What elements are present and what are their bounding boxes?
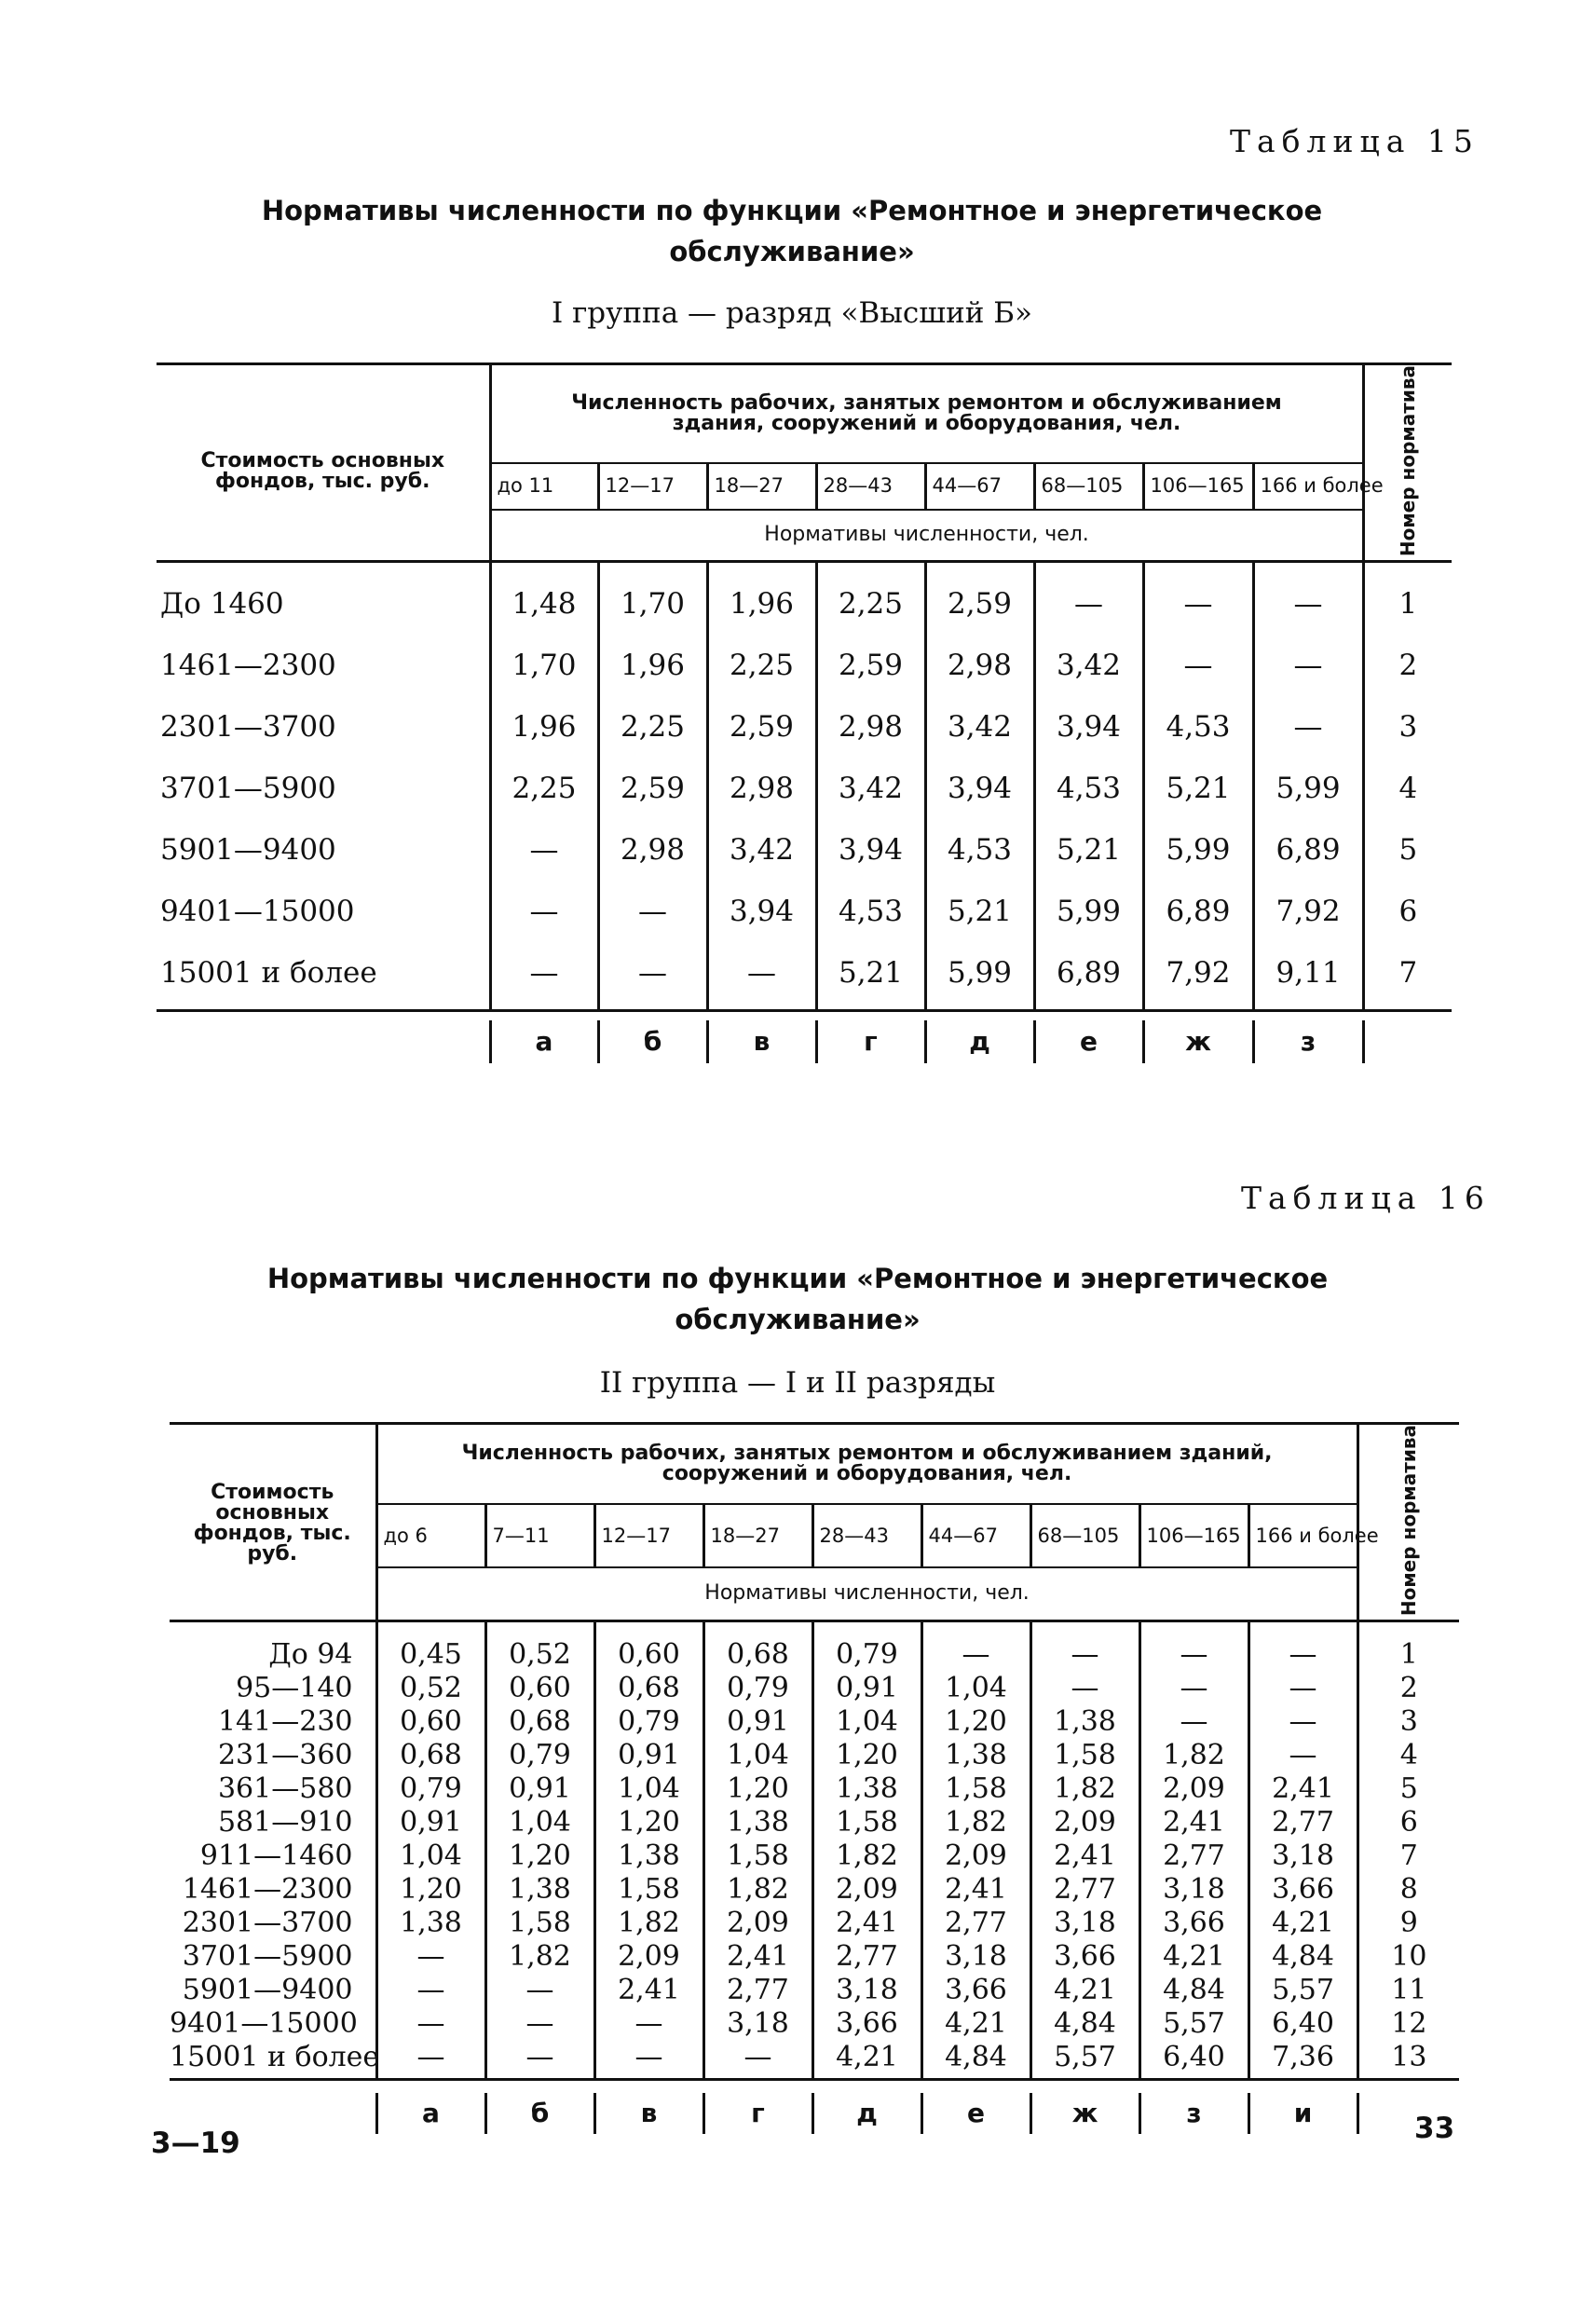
table15-title bbox=[233, 190, 1351, 272]
table16-cell: 4,21 bbox=[1139, 1940, 1248, 1974]
table15-cell: 1,48 bbox=[490, 573, 598, 635]
table16-cell: 2,41 bbox=[921, 1873, 1030, 1907]
table15-cell: 2,25 bbox=[490, 758, 598, 819]
table15-row-label: 5901—9400 bbox=[160, 832, 336, 867]
table16-cell: 6,40 bbox=[1139, 2041, 1248, 2074]
table15-cell: — bbox=[707, 942, 816, 1004]
table15-range-2: 18—27 bbox=[707, 463, 816, 510]
table16-cell: 1,38 bbox=[812, 1772, 921, 1806]
table15-cell: 4,53 bbox=[1034, 758, 1143, 819]
table16-title-line1: Нормативы численности по функции «Ремонтное и энергетическое bbox=[266, 1263, 1329, 1294]
table16-row-label: 15001 и более bbox=[170, 2040, 380, 2073]
table16-cell: — bbox=[376, 1974, 485, 2007]
table16-cell: 1,58 bbox=[921, 1772, 1030, 1806]
table16-cell: — bbox=[1139, 1638, 1248, 1672]
table16-cell: 0,52 bbox=[376, 1672, 485, 1705]
table15-row bbox=[157, 573, 1452, 635]
table16-row-label: 361—580 bbox=[217, 1771, 353, 1805]
table15-sep bbox=[157, 562, 1452, 573]
table16-cell: 1,20 bbox=[594, 1806, 703, 1839]
table16-sep bbox=[170, 1621, 1459, 1638]
table15-column-letter: е bbox=[1034, 1020, 1143, 1063]
table15-row bbox=[157, 942, 1452, 1004]
table15-range-6: 106—165 bbox=[1143, 463, 1253, 510]
table15-cell: 5,99 bbox=[1034, 881, 1143, 942]
table15-cell: 3,94 bbox=[816, 819, 925, 881]
table15-row-label: 9401—15000 bbox=[160, 894, 355, 928]
table16-cell: 0,79 bbox=[376, 1772, 485, 1806]
table16-cell: 3,66 bbox=[1139, 1907, 1248, 1940]
table16-row-label: 581—910 bbox=[217, 1805, 353, 1839]
table16-cell: 1,38 bbox=[703, 1806, 812, 1839]
table16-cell: 1,82 bbox=[485, 1940, 594, 1974]
table16-cell: 0,91 bbox=[485, 1772, 594, 1806]
table15 bbox=[157, 362, 1452, 1063]
table16-cell: 4,84 bbox=[921, 2041, 1030, 2074]
table15-cell: — bbox=[1253, 696, 1363, 758]
table16-row-label: До 94 bbox=[268, 1637, 353, 1671]
table15-cell: 9,11 bbox=[1253, 942, 1363, 1004]
table16-cell: — bbox=[1030, 1638, 1139, 1672]
table16-cell: 1,82 bbox=[1139, 1739, 1248, 1772]
table16-cell: — bbox=[1030, 1672, 1139, 1705]
table15-cell: — bbox=[1253, 635, 1363, 696]
table16 bbox=[170, 1422, 1459, 2134]
table15-range-3: 28—43 bbox=[816, 463, 925, 510]
table16-cell: — bbox=[1248, 1638, 1357, 1672]
table16-cell: 3,18 bbox=[1139, 1873, 1248, 1907]
table15-bottom-gap bbox=[157, 1004, 1452, 1011]
table16-cell: 4,21 bbox=[812, 2041, 921, 2074]
table16-cell: 2,77 bbox=[703, 1974, 812, 2007]
table16-cell: 3,18 bbox=[1248, 1839, 1357, 1873]
table16-row bbox=[170, 1806, 1459, 1839]
table16-cell: — bbox=[376, 1940, 485, 1974]
table16-row-label: 141—230 bbox=[217, 1704, 353, 1738]
table15-cell: 3,42 bbox=[816, 758, 925, 819]
table16-row-label: 9401—15000 bbox=[170, 2006, 358, 2040]
table15-row bbox=[157, 696, 1452, 758]
table16-cell: 2,41 bbox=[594, 1974, 703, 2007]
table16-column-letter: и bbox=[1248, 2093, 1357, 2134]
table16-row-label: 231—360 bbox=[217, 1738, 353, 1771]
table15-cell: 5,21 bbox=[816, 942, 925, 1004]
table15-row-label: До 1460 bbox=[160, 586, 284, 621]
table15-cell: 3,42 bbox=[1034, 635, 1143, 696]
table16-cell: 0,52 bbox=[485, 1638, 594, 1672]
table16-row-number: 6 bbox=[1357, 1806, 1459, 1839]
table15-row bbox=[157, 635, 1452, 696]
table16-cell: 1,20 bbox=[812, 1739, 921, 1772]
table16-cell: 2,41 bbox=[1030, 1839, 1139, 1873]
table16-row-number: 9 bbox=[1357, 1907, 1459, 1940]
table16-cell: 2,09 bbox=[1139, 1772, 1248, 1806]
table15-cell: 7,92 bbox=[1253, 881, 1363, 942]
table16-cell: 1,04 bbox=[921, 1672, 1030, 1705]
table16-row-label: 3701—5900 bbox=[182, 1939, 353, 1973]
table16-cell: 2,09 bbox=[703, 1907, 812, 1940]
table16-row-number: 10 bbox=[1357, 1940, 1459, 1974]
table16-cell: 3,18 bbox=[812, 1974, 921, 2007]
table16-cell: 1,82 bbox=[812, 1839, 921, 1873]
table16-cell: 1,04 bbox=[376, 1839, 485, 1873]
table16-row bbox=[170, 1772, 1459, 1806]
table15-header-workers: Численность рабочих, занятых ремонтом и обслуживанием здания, сооружений и оборудования, чел. bbox=[490, 364, 1363, 463]
table16-cell: 4,21 bbox=[921, 2007, 1030, 2041]
table15-cell: 4,53 bbox=[816, 881, 925, 942]
table16-cell: 1,20 bbox=[921, 1705, 1030, 1739]
table15-cell: 3,42 bbox=[925, 696, 1034, 758]
table16-range-0: до 6 bbox=[376, 1504, 485, 1567]
page-number: 33 bbox=[1414, 2112, 1455, 2145]
table16-cell: 1,38 bbox=[921, 1739, 1030, 1772]
table16-row-number: 4 bbox=[1357, 1739, 1459, 1772]
table15-cell: 5,21 bbox=[925, 881, 1034, 942]
table16-column-letter: а bbox=[376, 2093, 485, 2134]
table16-column-letter: е bbox=[921, 2093, 1030, 2134]
table16-column-letter: г bbox=[703, 2093, 812, 2134]
table15-letters-end bbox=[1363, 1020, 1452, 1063]
table16-cell: 3,66 bbox=[1030, 1940, 1139, 1974]
table16-cell: 1,38 bbox=[376, 1907, 485, 1940]
table16-cell: 0,60 bbox=[594, 1638, 703, 1672]
table16-cell: 5,57 bbox=[1030, 2041, 1139, 2074]
table15-number: Таблица 15 bbox=[1230, 123, 1480, 159]
table15-cell: — bbox=[1034, 573, 1143, 635]
table16-header-workers: Численность рабочих, занятых ремонтом и обслуживанием зданий, сооружений и оборудования, чел. bbox=[376, 1424, 1357, 1505]
table15-row bbox=[157, 758, 1452, 819]
table16-cell: 1,58 bbox=[812, 1806, 921, 1839]
table16-number: Таблица 16 bbox=[1241, 1180, 1491, 1216]
table16-cell: 0,91 bbox=[703, 1705, 812, 1739]
table15-cell: 7,92 bbox=[1143, 942, 1253, 1004]
table16-title-line2: обслуживание» bbox=[675, 1304, 921, 1335]
table16-title bbox=[239, 1258, 1357, 1340]
table16-row-label: 2301—3700 bbox=[182, 1906, 353, 1939]
table16-cell: — bbox=[376, 2041, 485, 2074]
table15-cell: 3,94 bbox=[925, 758, 1034, 819]
table16-cell: — bbox=[594, 2007, 703, 2041]
table16-row-label: 5901—9400 bbox=[182, 1973, 353, 2006]
table16-cell: 4,21 bbox=[1030, 1974, 1139, 2007]
table16-range-2: 12—17 bbox=[594, 1504, 703, 1567]
table15-header-num-text: Номер норматива bbox=[1397, 365, 1420, 557]
table16-header-cost: Стоимость основных фондов, тыс. руб. bbox=[170, 1424, 376, 1621]
table16-cell: — bbox=[1139, 1705, 1248, 1739]
table16-row bbox=[170, 2041, 1459, 2074]
table15-cell: 2,98 bbox=[925, 635, 1034, 696]
table16-column-letter: з bbox=[1139, 2093, 1248, 2134]
table15-cell: 4,53 bbox=[925, 819, 1034, 881]
table15-range-4: 44—67 bbox=[925, 463, 1034, 510]
table15-cell: — bbox=[598, 942, 707, 1004]
table16-cell: 1,58 bbox=[594, 1873, 703, 1907]
table16-cell: 2,09 bbox=[921, 1839, 1030, 1873]
table16-cell: 0,45 bbox=[376, 1638, 485, 1672]
table16-range-4: 28—43 bbox=[812, 1504, 921, 1567]
table16-cell: 2,41 bbox=[812, 1907, 921, 1940]
table15-cell: 2,59 bbox=[598, 758, 707, 819]
table16-cell: 1,58 bbox=[485, 1907, 594, 1940]
table15-range-7: 166 и более bbox=[1253, 463, 1363, 510]
table16-cell: 0,68 bbox=[376, 1739, 485, 1772]
table15-cell: 1,96 bbox=[598, 635, 707, 696]
table16-cell: — bbox=[594, 2041, 703, 2074]
table16-cell: 2,77 bbox=[1030, 1873, 1139, 1907]
table15-cell: — bbox=[1253, 573, 1363, 635]
table16-cell: 1,20 bbox=[485, 1839, 594, 1873]
table16-row-number: 12 bbox=[1357, 2007, 1459, 2041]
table16-row bbox=[170, 2007, 1459, 2041]
table16-cell: — bbox=[485, 1974, 594, 2007]
table15-row-number: 3 bbox=[1363, 696, 1452, 758]
table16-cell: 4,84 bbox=[1030, 2007, 1139, 2041]
table15-cell: 2,25 bbox=[707, 635, 816, 696]
table15-cell: 2,59 bbox=[707, 696, 816, 758]
table15-column-letter: д bbox=[925, 1020, 1034, 1063]
table15-title-line2: обслуживание» bbox=[669, 236, 915, 267]
table16-cell: 2,41 bbox=[1248, 1772, 1357, 1806]
table15-cell: 1,96 bbox=[707, 573, 816, 635]
table15-range-1: 12—17 bbox=[598, 463, 707, 510]
table16-cell: 0,79 bbox=[594, 1705, 703, 1739]
table16-cell: — bbox=[485, 2007, 594, 2041]
table16-cell: 2,77 bbox=[1139, 1839, 1248, 1873]
table16-cell: 2,09 bbox=[594, 1940, 703, 1974]
table15-cell: — bbox=[1143, 635, 1253, 696]
table16-cell: 3,18 bbox=[921, 1940, 1030, 1974]
table15-column-letter: б bbox=[598, 1020, 707, 1063]
table15-row-label: 3701—5900 bbox=[160, 771, 336, 805]
table15-row-label: 2301—3700 bbox=[160, 709, 336, 744]
table15-cell: 1,70 bbox=[598, 573, 707, 635]
table15-range-5: 68—105 bbox=[1034, 463, 1143, 510]
table15-column-letter: г bbox=[816, 1020, 925, 1063]
table16-cell: 1,82 bbox=[703, 1873, 812, 1907]
table15-cell: 2,25 bbox=[598, 696, 707, 758]
table15-row-number: 5 bbox=[1363, 819, 1452, 881]
table16-row bbox=[170, 1672, 1459, 1705]
table15-cell: 3,42 bbox=[707, 819, 816, 881]
table15-subtitle: I группа — разряд «Высший Б» bbox=[551, 296, 1033, 330]
table15-cell: 5,21 bbox=[1143, 758, 1253, 819]
table16-cell: 1,20 bbox=[703, 1772, 812, 1806]
table15-column-letter: в bbox=[707, 1020, 816, 1063]
table16-cell: 0,79 bbox=[812, 1638, 921, 1672]
table16-cell: 3,66 bbox=[921, 1974, 1030, 2007]
table16-cell: 3,66 bbox=[1248, 1873, 1357, 1907]
table16-cell: 4,21 bbox=[1248, 1907, 1357, 1940]
table16-cell: — bbox=[1248, 1705, 1357, 1739]
table16-row bbox=[170, 1839, 1459, 1873]
table15-cell: 5,99 bbox=[925, 942, 1034, 1004]
table16-cell: 0,79 bbox=[485, 1739, 594, 1772]
table16-cell: 0,91 bbox=[594, 1739, 703, 1772]
table16-cell: — bbox=[921, 1638, 1030, 1672]
table15-cell: 2,25 bbox=[816, 573, 925, 635]
table15-cell: 2,98 bbox=[816, 696, 925, 758]
table15-letters-spacer bbox=[157, 1020, 490, 1063]
table16-row-number: 3 bbox=[1357, 1705, 1459, 1739]
table16-cell: 5,57 bbox=[1139, 2007, 1248, 2041]
table15-column-letter: ж bbox=[1143, 1020, 1253, 1063]
table16-cell: 2,09 bbox=[1030, 1806, 1139, 1839]
table16-cell: 3,18 bbox=[1030, 1907, 1139, 1940]
table15-cell: 3,94 bbox=[1034, 696, 1143, 758]
table15-cell: 2,98 bbox=[707, 758, 816, 819]
table16-cell: 2,41 bbox=[1139, 1806, 1248, 1839]
table16-row bbox=[170, 1638, 1459, 1672]
table16-row-number: 2 bbox=[1357, 1672, 1459, 1705]
table16-cell: 1,82 bbox=[921, 1806, 1030, 1839]
table16-column-letter: д bbox=[812, 2093, 921, 2134]
table16-cell: 3,66 bbox=[812, 2007, 921, 2041]
table15-cell: 1,70 bbox=[490, 635, 598, 696]
table15-title-line1: Нормативы численности по функции «Ремонтное и энергетическое bbox=[261, 195, 1323, 226]
table15-column-letter: з bbox=[1253, 1020, 1363, 1063]
table16-header-num bbox=[1357, 1424, 1459, 1621]
table16-row-label: 911—1460 bbox=[199, 1839, 353, 1872]
table16-header-norms: Нормативы численности, чел. bbox=[376, 1567, 1357, 1621]
table16-cell: 1,04 bbox=[485, 1806, 594, 1839]
table16-cell: — bbox=[485, 2041, 594, 2074]
footer-left: 3—19 bbox=[151, 2126, 240, 2160]
table16-cell: — bbox=[376, 2007, 485, 2041]
table16-cell: — bbox=[1139, 1672, 1248, 1705]
table16-cell: 3,18 bbox=[703, 2007, 812, 2041]
table15-column-letter: а bbox=[490, 1020, 598, 1063]
table16-row-number: 5 bbox=[1357, 1772, 1459, 1806]
table16-range-5: 44—67 bbox=[921, 1504, 1030, 1567]
table15-cell: 2,59 bbox=[925, 573, 1034, 635]
table16-range-1: 7—11 bbox=[485, 1504, 594, 1567]
table16-cell: 0,68 bbox=[703, 1638, 812, 1672]
table16-row-number: 13 bbox=[1357, 2041, 1459, 2074]
table16-cell: 2,77 bbox=[1248, 1806, 1357, 1839]
table16-cell: 1,58 bbox=[703, 1839, 812, 1873]
table16-cell: 2,09 bbox=[812, 1873, 921, 1907]
table16-cell: 0,60 bbox=[376, 1705, 485, 1739]
table15-row-number: 7 bbox=[1363, 942, 1452, 1004]
table16-row-number: 8 bbox=[1357, 1873, 1459, 1907]
table16-cell: 1,04 bbox=[812, 1705, 921, 1739]
table16-cell: — bbox=[1248, 1672, 1357, 1705]
table16-cell: 7,36 bbox=[1248, 2041, 1357, 2074]
table16-cell: 1,04 bbox=[703, 1739, 812, 1772]
table16-cell: 1,82 bbox=[1030, 1772, 1139, 1806]
table15-row bbox=[157, 881, 1452, 942]
table16-cell: 1,38 bbox=[594, 1839, 703, 1873]
table16-cell: 0,60 bbox=[485, 1672, 594, 1705]
table16-row bbox=[170, 1907, 1459, 1940]
table15-cell: — bbox=[490, 881, 598, 942]
table16-column-letter: в bbox=[594, 2093, 703, 2134]
table15-row-number: 6 bbox=[1363, 881, 1452, 942]
table16-range-7: 106—165 bbox=[1139, 1504, 1248, 1567]
table15-row-label: 1461—2300 bbox=[160, 648, 336, 682]
table16-cell: 2,77 bbox=[921, 1907, 1030, 1940]
table16-cell: 0,91 bbox=[812, 1672, 921, 1705]
table16-row bbox=[170, 1873, 1459, 1907]
table16-cell: 4,84 bbox=[1248, 1940, 1357, 1974]
table16-row bbox=[170, 1739, 1459, 1772]
table16-cell: 4,84 bbox=[1139, 1974, 1248, 2007]
table15-row-number: 2 bbox=[1363, 635, 1452, 696]
table16-range-3: 18—27 bbox=[703, 1504, 812, 1567]
table16-cell: 0,68 bbox=[485, 1705, 594, 1739]
table15-cell: 5,99 bbox=[1253, 758, 1363, 819]
table15-header-num bbox=[1363, 364, 1452, 562]
table16-row-number: 1 bbox=[1357, 1638, 1459, 1672]
table15-cell: 1,96 bbox=[490, 696, 598, 758]
table16-cell: 0,68 bbox=[594, 1672, 703, 1705]
table16-cell: 1,04 bbox=[594, 1772, 703, 1806]
table16-cell: 0,91 bbox=[376, 1806, 485, 1839]
table15-cell: 2,59 bbox=[816, 635, 925, 696]
table16-range-6: 68—105 bbox=[1030, 1504, 1139, 1567]
table16-row-label: 95—140 bbox=[236, 1671, 353, 1704]
table16-column-letter: ж bbox=[1030, 2093, 1139, 2134]
table16-cell: 1,38 bbox=[1030, 1705, 1139, 1739]
table16-cell: 5,57 bbox=[1248, 1974, 1357, 2007]
table15-cell: 3,94 bbox=[707, 881, 816, 942]
table16-cell: 1,82 bbox=[594, 1907, 703, 1940]
table16-cell: 6,40 bbox=[1248, 2007, 1357, 2041]
table15-cell: 6,89 bbox=[1143, 881, 1253, 942]
table15-cell: 2,98 bbox=[598, 819, 707, 881]
table15-cell: — bbox=[490, 819, 598, 881]
table16-cell: 1,20 bbox=[376, 1873, 485, 1907]
table15-cell: 5,99 bbox=[1143, 819, 1253, 881]
table15-row-number: 4 bbox=[1363, 758, 1452, 819]
table16-range-8: 166 и более bbox=[1248, 1504, 1357, 1567]
table15-header-norms: Нормативы численности, чел. bbox=[490, 510, 1363, 562]
table16-cell: — bbox=[703, 2041, 812, 2074]
table16-header-num-text: Номер норматива bbox=[1398, 1425, 1421, 1617]
table16-row bbox=[170, 1974, 1459, 2007]
table15-cell: 5,21 bbox=[1034, 819, 1143, 881]
table15-row bbox=[157, 819, 1452, 881]
table16-subtitle: II группа — I и II разряды bbox=[599, 1366, 996, 1400]
table15-cell: 4,53 bbox=[1143, 696, 1253, 758]
table15-cell: — bbox=[490, 942, 598, 1004]
table16-cell: 2,77 bbox=[812, 1940, 921, 1974]
table16-cell: 0,79 bbox=[703, 1672, 812, 1705]
table15-header-cost: Стоимость основных фондов, тыс. руб. bbox=[157, 364, 490, 562]
table16-cell: 2,41 bbox=[703, 1940, 812, 1974]
table16-row bbox=[170, 1940, 1459, 1974]
table16-cell: — bbox=[1248, 1739, 1357, 1772]
table16-row bbox=[170, 1705, 1459, 1739]
table15-range-0: до 11 bbox=[490, 463, 598, 510]
table16-column-letter: б bbox=[485, 2093, 594, 2134]
table15-cell: 6,89 bbox=[1253, 819, 1363, 881]
table16-cell: 1,38 bbox=[485, 1873, 594, 1907]
table15-row-label: 15001 и более bbox=[160, 955, 377, 990]
table16-row-number: 11 bbox=[1357, 1974, 1459, 2007]
table15-cell: — bbox=[1143, 573, 1253, 635]
table16-row-label: 1461—2300 bbox=[182, 1872, 353, 1906]
table16-cell: 1,58 bbox=[1030, 1739, 1139, 1772]
table16-row-number: 7 bbox=[1357, 1839, 1459, 1873]
table15-row-number: 1 bbox=[1363, 573, 1452, 635]
table15-cell: 6,89 bbox=[1034, 942, 1143, 1004]
table15-cell: — bbox=[598, 881, 707, 942]
